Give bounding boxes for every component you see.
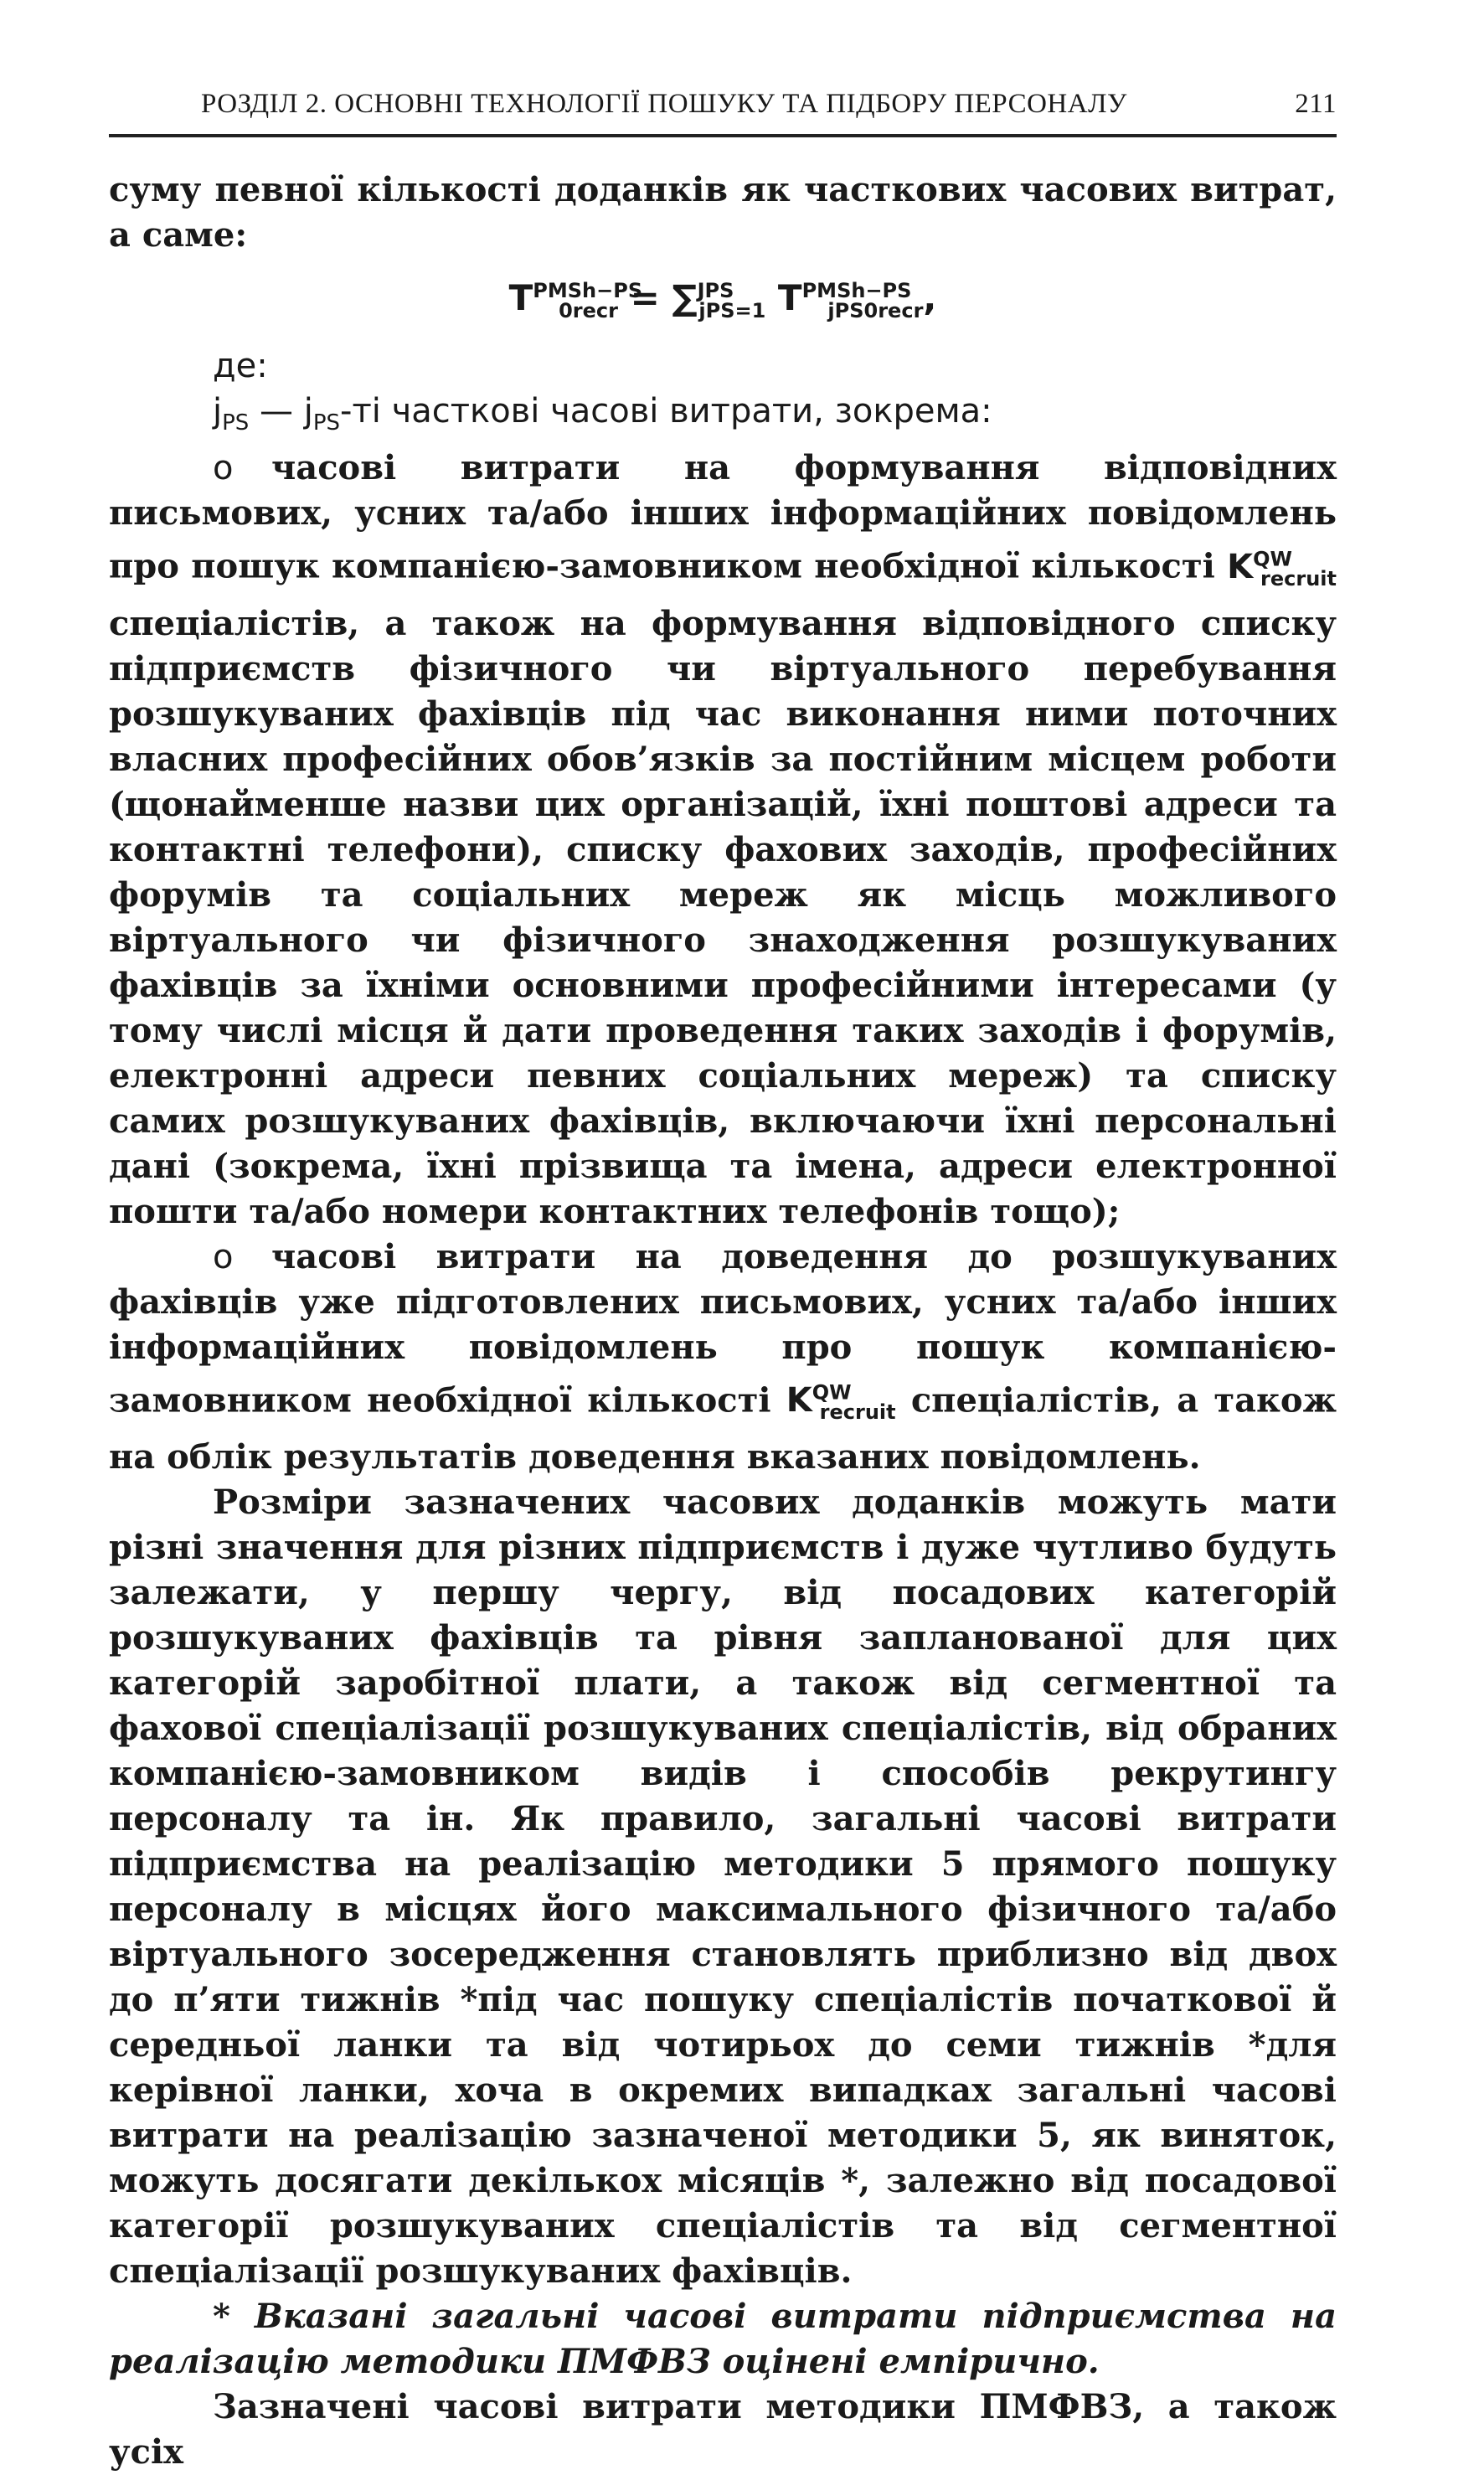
formula-rhs-sup: PMSh−PS [801,279,912,302]
formula-eq: = [617,277,672,318]
formula-end: , [923,277,937,318]
formula [109,261,1337,340]
k-letter: K [786,1381,812,1421]
chapter-title: РОЗДІЛ 2. ОСНОВНІ ТЕХНОЛОГІЇ ПОШУКУ ТА ПІДБОРУ ПЕРСОНАЛУ [201,89,1127,119]
bullet1-text-b: спеціалістів, а також на формування відповідного списку підприємств фізичного чи віртуального перебування розшукуваних фахівців під час виконання ними поточних власних професійних обов’язків за постійним місцем роботи (щонайменше назви цих організацій, їхні поштові адреси та контактні телефони), списку фахових заходів, професійних форумів та соціальних мереж як місць можливого віртуального чи фізичного знаходження розшукуваних фахівців за їхніми основними професійними інтересами (у тому числі місця й дати проведення таких заходів і форумів, електронні адреси певних соціальних мереж) та списку самих розшукуваних фахівців, включаючи їхні персональні дані (зокрема, їхні прізвища та імена, адреси електронної пошти та/або номери контактних телефонів тощо); [109,603,1337,1231]
def-text: -ті часткові часові витрати, зокрема: [340,392,992,431]
definition-line [109,389,1337,446]
def-dash: — j [249,392,313,431]
where-label: де: [213,347,268,386]
def-symbol-sub: PS [222,410,250,436]
bullet1-text-a: часові витрати на формування відповідних письмових, усних та/або інших інформаційних повідомлень про пошук компанією-замовником необхідної кількості [109,448,1337,586]
k-recruit-symbol [1227,547,1337,590]
bullet-item-1 [109,446,1337,1234]
def-symbol: j [213,392,223,431]
intro-line: суму певної кількості доданків як часткових часових витрат, а саме: [109,170,1337,255]
k-sup: QW [812,1380,852,1405]
formula-rhs-sub: jPS0recr [827,299,924,323]
formula-sum-sup: JPS [697,279,734,302]
formula-lhs: T [508,277,533,318]
page-number: 211 [1295,89,1337,119]
k-sub: recruit [1260,566,1337,590]
body-text [109,168,1337,2475]
bullet2-text-b: спеціалістів, а також на облік результатів доведення вказаних повідомлень. [109,1380,1337,1477]
formula-lhs-sup: PMSh−PS [533,279,643,302]
k-recruit-symbol [786,1380,896,1425]
bullet-marker: o [213,449,234,488]
paragraph-1: Розміри зазначених часових доданків можуть мати різні значення для різних підприємств і дуже чутливо будуть залежати, у першу чергу, від посадових категорій розшукуваних фахівців та рівня запланованої для цих категорій заробітної плати, а також від сегментної та фахової спеціалізації розшукуваних спеціалістів, від обраних компанією-замовником видів і способів рекрутингу персоналу та ін. Як правило, загальні часові витрати підприємства на реалізацію методики 5 прямого пошуку персоналу в місцях його максимального фізичного та/або віртуального зосередження становлять приблизно від двох до п’яти тижнів *під час пошуку спеціалістів початкової й середньої ланки та від чотирьох до семи тижнів *для керівної ланки, хоча в окремих випадках загальні часові витрати на реалізацію зазначеної методики 5, як виняток, можуть досягати декількох місяців *, залежно від посадової категорії розшукуваних спеціалістів та від сегментної спеціалізації розшукуваних фахівців. [109,1482,1337,2292]
def-symbol2-sub: PS [312,410,341,436]
k-letter: K [1227,547,1254,586]
formula-rhs: T [765,277,802,318]
paragraph-2: Зазначені часові витрати методики ПМФВЗ, а також усіх [109,2387,1337,2472]
bullet-item-2 [109,1235,1337,1480]
formula-lhs-sub: 0recr [559,299,618,323]
running-header [109,84,1337,137]
bullet2-text-a: часові витрати на доведення до розшукуваних фахівців уже підготовлених письмових, усних та/або інших інформаційних повідомлень про пошук компанією-замовником необхідної кількості [109,1236,1337,1421]
k-sup: QW [1253,547,1293,571]
k-sub: recruit [819,1400,896,1425]
footnote-paragraph: * Вказані загальні часові витрати підприємства на реалізацію методики ПМФВЗ оцінені емпірично. [109,2297,1337,2382]
formula-sum-sub: jPS=1 [698,299,766,323]
bullet-marker: o [213,1237,234,1276]
formula-sum: ∑ [672,277,698,318]
